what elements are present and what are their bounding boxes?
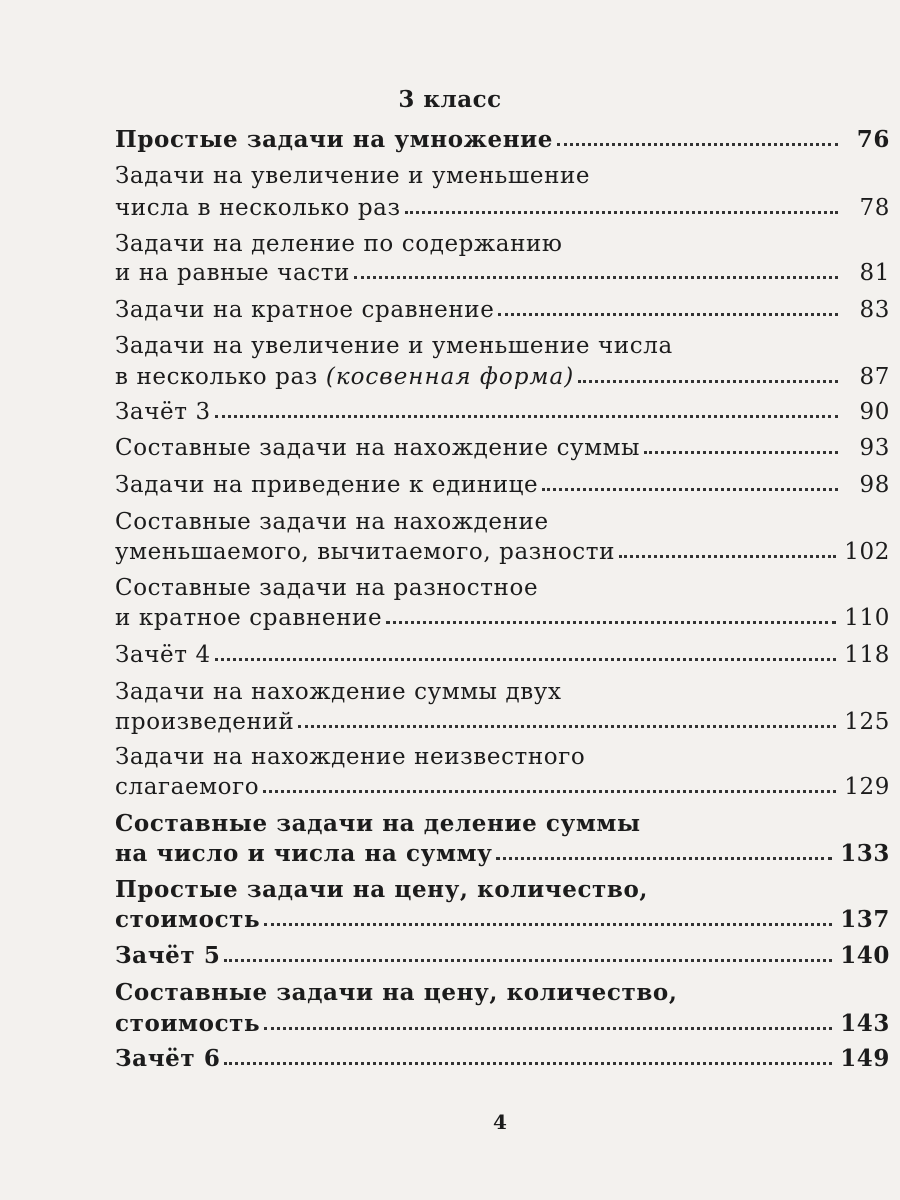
toc-entry-line xyxy=(115,875,890,905)
toc-entry-italic-note: (косвенная форма) xyxy=(325,364,575,390)
toc-entry-title: Составные задачи на разностное xyxy=(115,575,539,601)
dot-leader xyxy=(264,1027,832,1030)
toc-entry-title: Задачи на приведение к единице xyxy=(115,472,539,498)
toc-entry-title: Задачи на нахождение суммы двух xyxy=(115,679,562,705)
dot-leader xyxy=(224,959,832,962)
toc-entry xyxy=(115,193,890,223)
toc-entry-line xyxy=(115,229,890,259)
toc-entry-line xyxy=(115,507,890,537)
toc-entry xyxy=(115,905,890,935)
toc-entry-title: Задачи на увеличение и уменьшение числа xyxy=(115,333,673,359)
toc-entry-line xyxy=(115,978,890,1008)
toc-entry xyxy=(115,397,890,427)
toc-page-number: 129 xyxy=(844,774,890,800)
toc-page-number: 93 xyxy=(859,435,890,461)
toc-entry-line xyxy=(115,809,890,839)
toc-entry xyxy=(115,537,890,567)
toc-entry-title: Простые задачи на умножение xyxy=(115,126,554,153)
toc-entry-title: Составные задачи на цену, количество, xyxy=(115,979,678,1006)
toc-entry xyxy=(115,362,890,392)
toc-page-number: 81 xyxy=(859,260,890,286)
toc-entry xyxy=(115,707,890,737)
dot-leader xyxy=(264,923,832,926)
dot-leader xyxy=(405,211,838,214)
toc-entry xyxy=(115,295,890,325)
dot-leader xyxy=(263,790,836,793)
dot-leader xyxy=(644,451,838,454)
toc-entry-title: числа в несколько раз xyxy=(115,195,401,221)
toc-entry-title: стоимость xyxy=(115,906,261,933)
dot-leader xyxy=(542,488,838,491)
toc-entry xyxy=(115,258,890,288)
dot-leader xyxy=(215,658,837,661)
toc-entry-line xyxy=(115,573,890,603)
toc-entry-line xyxy=(115,742,890,772)
toc-entry-title: Составные задачи на деление суммы xyxy=(115,810,641,837)
toc-entry-title: Составные задачи на нахождение суммы xyxy=(115,435,641,461)
toc-page-number: 137 xyxy=(840,906,890,933)
toc-entry-line xyxy=(115,161,890,191)
toc-entry xyxy=(115,1044,890,1074)
toc-entry xyxy=(115,470,890,500)
toc-page-number: 140 xyxy=(840,942,890,969)
toc-entry-title: Зачёт 6 xyxy=(115,1045,221,1072)
toc-entry xyxy=(115,603,890,633)
toc-entry xyxy=(115,1009,890,1039)
toc-entry-title: и кратное сравнение xyxy=(115,605,383,631)
toc-entry-title: Зачёт 5 xyxy=(115,942,221,969)
toc-page-number: 83 xyxy=(859,297,890,323)
dot-leader xyxy=(386,621,836,624)
toc-page-number: 98 xyxy=(859,472,890,498)
dot-leader xyxy=(498,313,838,316)
dot-leader xyxy=(354,276,838,279)
toc-entry xyxy=(115,941,890,971)
toc-page-number: 78 xyxy=(859,195,890,221)
toc-entry-title: Зачёт 3 xyxy=(115,399,211,425)
dot-leader xyxy=(215,415,838,418)
toc-page-number: 125 xyxy=(844,709,890,735)
toc-page-number: 133 xyxy=(840,840,890,867)
toc-entry-title: произведений xyxy=(115,709,295,735)
toc-entry-title: Задачи на нахождение неизвестного xyxy=(115,744,586,770)
toc-entry-title: Зачёт 4 xyxy=(115,642,211,668)
toc-entry-title: Задачи на увеличение и уменьшение xyxy=(115,163,591,189)
toc-entry-title: и на равные части xyxy=(115,260,350,286)
toc-entry-title: слагаемого xyxy=(115,774,260,800)
toc-page-number: 102 xyxy=(844,539,890,565)
toc-entry-title: Задачи на деление по содержанию xyxy=(115,231,563,257)
toc-page-number: 143 xyxy=(840,1010,890,1037)
toc-entry-title xyxy=(115,362,574,392)
toc-entry xyxy=(115,125,890,155)
section-heading: 3 класс xyxy=(398,86,502,113)
toc-entry xyxy=(115,772,890,802)
toc-page-number: 118 xyxy=(844,642,890,668)
toc-entry xyxy=(115,640,890,670)
toc-entry-title: на число и числа на сумму xyxy=(115,840,493,867)
toc-entry-title: Задачи на кратное сравнение xyxy=(115,297,495,323)
toc-entry-title: Простые задачи на цену, количество, xyxy=(115,876,649,903)
toc-page-number: 90 xyxy=(859,399,890,425)
dot-leader xyxy=(224,1062,832,1065)
dot-leader xyxy=(578,380,838,383)
toc-entry-title-main: в несколько раз xyxy=(115,364,318,390)
toc-entry xyxy=(115,433,890,463)
toc-page-number: 87 xyxy=(859,364,890,390)
dot-leader xyxy=(619,555,836,558)
toc-page-number: 110 xyxy=(844,605,890,631)
toc-page-number: 149 xyxy=(840,1045,890,1072)
page-number: 4 xyxy=(493,1110,507,1134)
toc-entry xyxy=(115,839,890,869)
toc-entry-title: уменьшаемого, вычитаемого, разности xyxy=(115,539,616,565)
dot-leader xyxy=(557,143,838,146)
toc-entry-title: Составные задачи на нахождение xyxy=(115,509,549,535)
dot-leader xyxy=(496,857,832,860)
toc-entry-title: стоимость xyxy=(115,1010,261,1037)
dot-leader xyxy=(298,725,836,728)
toc-page-number: 76 xyxy=(856,126,890,153)
toc-entry-line xyxy=(115,677,890,707)
toc-entry-line xyxy=(115,331,890,361)
